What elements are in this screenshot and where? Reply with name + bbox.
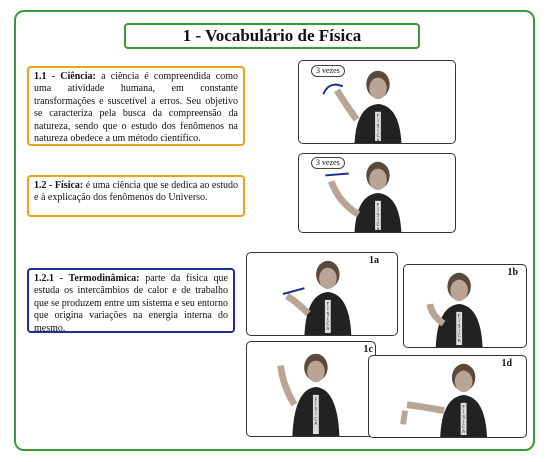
shirt-letter: S	[314, 407, 318, 413]
repeat-bubble: 3 vezes	[311, 157, 345, 169]
shirt-letter: C	[376, 223, 380, 229]
shirt-letter: Í	[315, 402, 317, 408]
shirt-letter: F	[326, 302, 330, 308]
definition-ciencia	[27, 66, 245, 146]
shirt-letter: F	[314, 397, 318, 403]
definition-heading: 1.2 - Física:	[34, 180, 84, 191]
shirt-letter: S	[376, 124, 380, 130]
shirt-letter: C	[457, 334, 461, 340]
shirt-letter: I	[327, 317, 329, 323]
photo-label: 1d	[501, 358, 512, 369]
shirt-letter: Í	[327, 307, 329, 313]
shirt-letter: I	[458, 329, 460, 335]
sign-photo-ciencia	[298, 60, 456, 144]
shirt-letter: F	[376, 114, 380, 120]
sign-photo-1b	[403, 264, 527, 348]
definition-heading: 1.1 - Ciência:	[34, 71, 96, 82]
shirt-letter: A	[457, 339, 461, 345]
shirt-letter: A	[376, 228, 380, 232]
shirt-letter: A	[326, 327, 330, 333]
photo-label: 1b	[507, 267, 518, 278]
shirt-letter: S	[326, 312, 330, 318]
shirt-letter: F	[457, 314, 461, 320]
sign-photo-1c	[246, 341, 376, 437]
shirt-letter: C	[462, 425, 466, 431]
signer-illustration	[247, 342, 375, 436]
shirt-letter: C	[314, 417, 318, 423]
shirt-letter: A	[314, 422, 318, 428]
shirt-letter: I	[315, 412, 317, 418]
shirt-letter: Í	[458, 319, 460, 325]
shirt-letter: I	[377, 218, 379, 224]
shirt-letter: Í	[377, 119, 379, 125]
page-title: 1 - Vocabulário de Física	[124, 23, 420, 49]
repeat-bubble: 3 vezes	[311, 65, 345, 77]
definition-text: a ciência é compreendida como uma atividade humana, em constante transformações e suscetível a erros. Seu objetivo se caracteriza pela busca da compreensão da natureza, sendo que o estudo dos fenômenos na natureza obedece a um método científico.	[34, 71, 239, 145]
sign-photo-1d	[368, 355, 527, 438]
definition-text: parte da física que estuda os intercâmbios de calor e de trabalho que se produzem entre um sistema e seu entorno que origina variações na energia interna do mesmo.	[34, 273, 228, 334]
shirt-letter: A	[376, 139, 380, 143]
definition-heading: 1.2.1 - Termodinâmica:	[34, 273, 140, 284]
definition-fisica	[27, 175, 245, 217]
shirt-letter: S	[376, 213, 380, 219]
shirt-letter: Í	[462, 410, 465, 416]
shirt-letter: S	[462, 415, 465, 421]
shirt-letter: F	[376, 203, 380, 209]
shirt-letter: A	[462, 430, 466, 436]
shirt-letter: C	[326, 322, 330, 328]
sign-photo-fisica	[298, 153, 456, 233]
shirt-letter: I	[377, 129, 379, 135]
shirt-letter: S	[457, 324, 461, 330]
photo-label: 1a	[369, 255, 379, 266]
definition-termodinamica	[27, 268, 235, 333]
shirt-letter: F	[462, 405, 465, 411]
shirt-letter: Í	[377, 208, 379, 214]
definition-text: é uma ciência que se dedica ao estudo e à explicação dos fenômenos do Universo.	[34, 180, 238, 204]
sign-photo-1a	[246, 252, 398, 336]
shirt-letter: I	[462, 420, 465, 426]
shirt-letter: C	[376, 134, 380, 140]
photo-label: 1c	[363, 344, 373, 355]
